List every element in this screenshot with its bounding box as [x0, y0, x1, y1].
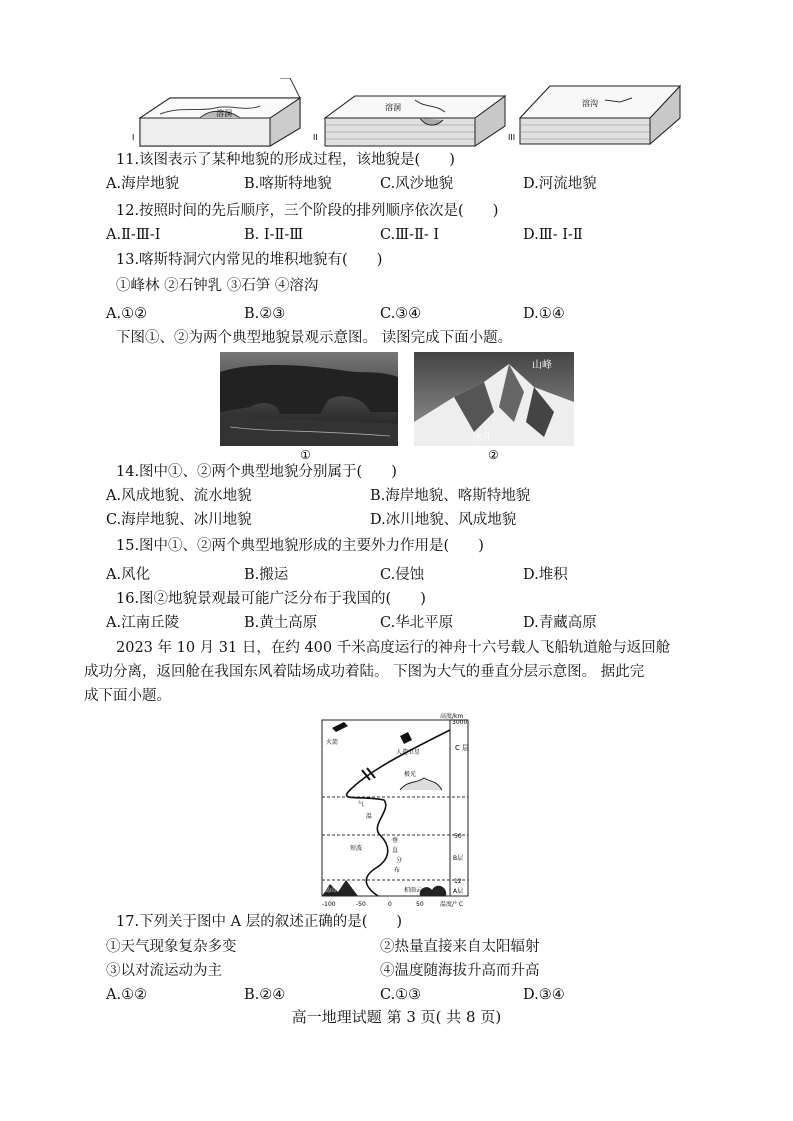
- q17-option-b: B.②④: [244, 987, 286, 1003]
- q17-statement-4: ④温度随海拔升高而升高: [380, 963, 540, 979]
- q15-stem: 15.图中①、②两个典型地貌形成的主要外力作用是( ): [116, 538, 484, 554]
- q17-option-a: A.①②: [106, 987, 148, 1003]
- x-tick-0: 0: [388, 901, 392, 908]
- x-tick-minus100: -100: [322, 901, 336, 908]
- photo-glacier-peak: [414, 352, 574, 446]
- intro-atmo-line3: 成下面小题。: [84, 688, 171, 704]
- q17-stem: 17.下列关于图中 A 层的叙述正确的是( ): [116, 914, 403, 930]
- landform-photos: [220, 352, 580, 462]
- q13-option-c: C.③④: [380, 306, 422, 322]
- q13-option-b: B.②③: [244, 306, 286, 322]
- q11-option-b: B.喀斯特地貌: [244, 176, 332, 192]
- q12-option-c: C.Ⅲ-Ⅱ- Ⅰ: [380, 227, 440, 243]
- layer-a-label: A层: [453, 888, 464, 895]
- q17-option-c: C.①③: [380, 987, 422, 1003]
- q12-option-a: A.Ⅱ-Ⅲ-Ⅰ: [106, 227, 161, 243]
- q17-statement-2: ②热量直接来自太阳辐射: [380, 939, 540, 955]
- y-axis-title: 高度/km: [440, 713, 464, 720]
- label-chui: 垂: [392, 837, 399, 844]
- block-diagram-2: [313, 96, 505, 146]
- photo-peak-label: 山峰: [532, 360, 552, 371]
- q16-option-b: B.黄土高原: [244, 615, 318, 631]
- q15-option-b: B.搬运: [244, 567, 289, 583]
- label-satellite: 人造卫星: [396, 749, 421, 756]
- q11-option-a: A.海岸地貌: [106, 176, 180, 192]
- label-zhi: 直: [392, 847, 399, 854]
- label-aurora: 极光: [404, 771, 417, 778]
- block-label-2: II: [313, 133, 318, 142]
- q14-option-a: A.风成地貌、流水地貌: [106, 488, 252, 504]
- q15-option-a: A.风化: [106, 567, 151, 583]
- photo-sea-arch: [220, 352, 398, 446]
- label-qi: 气: [358, 801, 365, 808]
- q16-stem: 16.图②地貌景观最可能广泛分布于我国的( ): [116, 591, 426, 607]
- q11-option-d: D.河流地貌: [523, 176, 597, 192]
- intro-photos: 下图①、②为两个典型地貌景观示意图。 读图完成下面小题。: [116, 330, 513, 346]
- block-label-1: I: [132, 133, 135, 142]
- q14-option-d: D.冰川地貌、风成地貌: [370, 512, 517, 528]
- q14-stem: 14.图中①、②两个典型地貌分别属于( ): [116, 464, 397, 480]
- x-axis-title: 温度/° C: [440, 901, 464, 908]
- karst-block-diagrams: [130, 78, 690, 150]
- x-tick-minus50: -50: [356, 901, 366, 908]
- x-tick-50: 50: [416, 901, 424, 908]
- q12-stem: 12.按照时间的先后顺序，三个阶段的排列顺序依次是( ): [116, 203, 499, 219]
- q16-option-a: A.江南丘陵: [106, 615, 180, 631]
- block-word-1: 溶洞: [216, 109, 232, 118]
- label-bu: 布: [394, 867, 401, 874]
- q16-option-c: C.华北平原: [380, 615, 454, 631]
- q12-option-b: B. Ⅰ-Ⅱ-Ⅲ: [244, 227, 304, 243]
- block-word-3: 溶沟: [582, 99, 598, 108]
- label-wen: 温: [366, 813, 373, 820]
- q11-stem: 11.该图表示了某种地貌的形成过程，该地貌是( ): [116, 152, 455, 168]
- q11-option-c: C.风沙地貌: [380, 176, 454, 192]
- q14-option-c: C.海岸地貌、冰川地貌: [106, 512, 252, 528]
- layer-c-label: C 层: [455, 744, 470, 752]
- q16-option-d: D.青藏高原: [523, 615, 597, 631]
- photo-label-2: ②: [488, 448, 499, 462]
- label-fen: 分: [396, 857, 403, 864]
- q13-option-d: D.①④: [523, 306, 565, 322]
- block-diagram-1: [132, 78, 300, 146]
- q13-option-a: A.①②: [106, 306, 148, 322]
- intro-atmo-line2: 成功分离，返回舱在我国东风着陆场成功着陆。 下图为大气的垂直分层示意图。 据此完: [84, 664, 645, 680]
- block-label-3: III: [508, 133, 516, 142]
- q15-option-d: D.堆积: [523, 567, 568, 583]
- label-rocket: 火箭: [326, 739, 339, 746]
- q17-option-d: D.③④: [523, 987, 565, 1003]
- page-footer: 高一地理试题 第 3 页( 共 8 页): [291, 1008, 502, 1026]
- label-mountain: 高山: [324, 887, 337, 894]
- y-tick-50: 50: [454, 833, 462, 840]
- label-short-wave: 短波: [350, 845, 363, 852]
- label-cloud: 积雨云: [404, 887, 423, 894]
- block-diagram-3: [508, 86, 680, 144]
- y-tick-3000: 3000: [452, 719, 468, 726]
- q12-option-d: D.Ⅲ- Ⅰ-Ⅱ: [523, 227, 583, 243]
- intro-atmo-line1: 2023 年 10 月 31 日，在约 400 千米高度运行的神舟十六号载人飞船轨道舱与返回舱: [116, 640, 671, 656]
- q13-stem: 13.喀斯特洞穴内常见的堆积地貌有( ): [116, 252, 383, 268]
- y-tick-12: 12: [454, 878, 462, 885]
- q14-option-b: B.海岸地貌、喀斯特地貌: [370, 488, 531, 504]
- block-word-2: 溶洞: [385, 103, 401, 112]
- q13-items: ①峰林 ②石钟乳 ③石笋 ④溶沟: [116, 278, 319, 294]
- photo-label-1: ①: [300, 448, 311, 462]
- q15-option-c: C.侵蚀: [380, 567, 425, 583]
- photo-ice-label: 冰斗: [472, 432, 492, 443]
- q17-statement-1: ①天气现象复杂多变: [106, 939, 237, 955]
- q17-statement-3: ③以对流运动为主: [106, 963, 222, 979]
- atmosphere-layers-chart: [300, 710, 500, 910]
- layer-b-label: B层: [453, 855, 464, 862]
